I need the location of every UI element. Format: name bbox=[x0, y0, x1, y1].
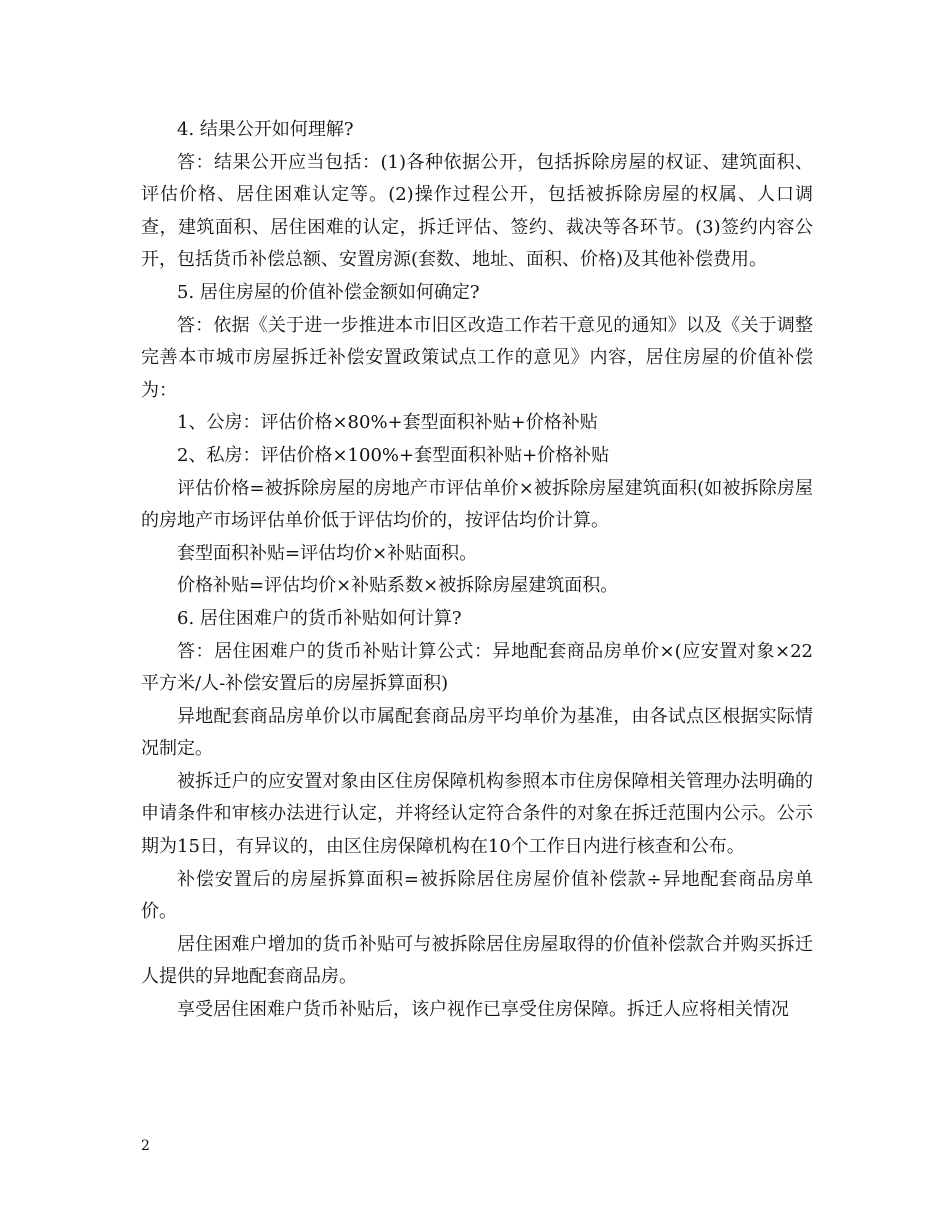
answer-4-paragraph: 答：结果公开应当包括：(1)各种依据公开，包括拆除房屋的权证、建筑面积、评估价格、居住困难认定等。(2)操作过程公开，包括被拆除房屋的权属、人口调查，建筑面积、居住困难的认定，拆迁评估、签约、裁决等各环节。(3)签约内容公开，包括货币补偿总额、安置房源(套数、地址、面积、价格)及其他补偿费用。 bbox=[141, 151, 813, 271]
housing-security-paragraph: 享受居住困难户货币补贴后，该户视作已享受住房保障。拆迁人应将相关情况 bbox=[177, 999, 789, 1021]
subsidy-purchase-paragraph: 居住困难户增加的货币补贴可与被拆除居住房屋取得的价值补偿款合并购买拆迁人提供的异地配套商品房。 bbox=[141, 933, 813, 988]
page-number: 2 bbox=[141, 1138, 150, 1154]
relocation-unit-price-paragraph: 异地配套商品房单价以市属配套商品房平均单价为基准，由各试点区根据实际情况制定。 bbox=[141, 705, 813, 760]
answer-6-paragraph: 答：居住困难户的货币补贴计算公式：异地配套商品房单价×(应安置对象×22平方米/人-补偿安置后的房屋拆算面积) bbox=[141, 640, 813, 695]
formula-unit-area-subsidy: 套型面积补贴=评估均价×补贴面积。 bbox=[177, 542, 478, 564]
formula-price-subsidy: 价格补贴=评估均价×补贴系数×被拆除房屋建筑面积。 bbox=[177, 575, 619, 597]
question-6-heading: 6. 居住困难户的货币补贴如何计算? bbox=[177, 607, 462, 629]
formula-public-housing: 1、公房：评估价格×80%+套型面积补贴+价格补贴 bbox=[177, 412, 598, 434]
answer-5-paragraph: 答：依据《关于进一步推进本市旧区改造工作若干意见的通知》以及《关于调整完善本市城市房屋拆迁补偿安置政策试点工作的意见》内容，居住房屋的价值补偿为： bbox=[141, 314, 813, 401]
eligible-recipients-paragraph: 被拆迁户的应安置对象由区住房保障机构参照本市住房保障相关管理办法明确的申请条件和审核办法进行认定，并将经认定符合条件的对象在拆迁范围内公示。公示期为15日，有异议的，由区住房保障机构在10个工作日内进行核查和公布。 bbox=[141, 770, 813, 858]
formula-private-housing: 2、私房：评估价格×100%+套型面积补贴+价格补贴 bbox=[177, 444, 610, 466]
document-body bbox=[141, 114, 813, 1027]
converted-area-formula-paragraph: 补偿安置后的房屋拆算面积=被拆除居住房屋价值补偿款÷异地配套商品房单价。 bbox=[141, 868, 813, 923]
formula-appraisal-price: 评估价格=被拆除房屋的房地产市评估单价×被拆除房屋建筑面积(如被拆除房屋的房地产市场评估单价低于评估均价的，按评估均价计算。 bbox=[141, 477, 813, 532]
question-5-heading: 5. 居住房屋的价值补偿金额如何确定? bbox=[177, 281, 480, 303]
question-4-heading: 4. 结果公开如何理解? bbox=[177, 119, 354, 140]
